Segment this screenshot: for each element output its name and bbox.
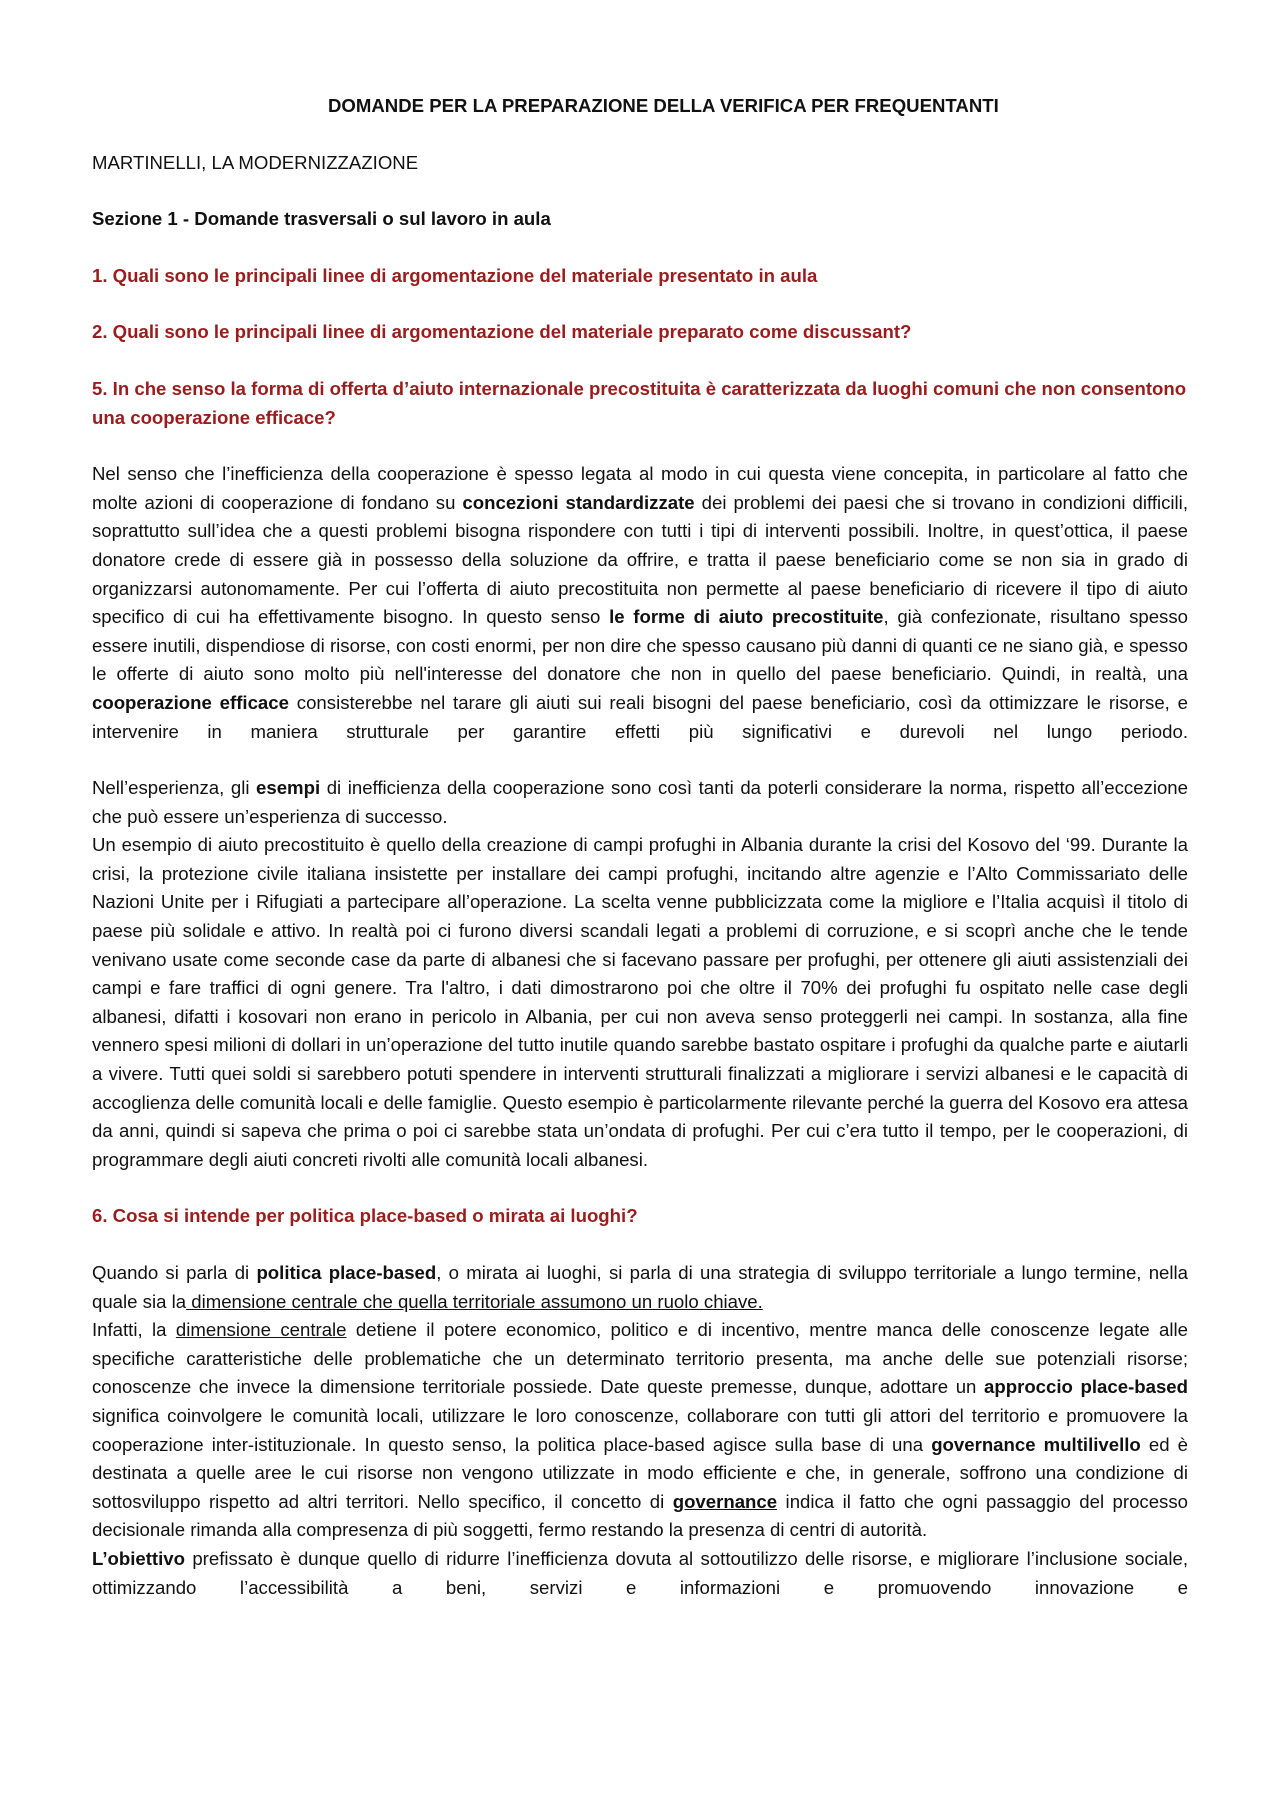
answer-6-paragraph-3	[92, 1545, 1188, 1602]
answer-5-paragraph-2	[92, 774, 1188, 831]
bold-term: le forme di aiuto precostituite	[609, 606, 884, 628]
bold-term: esempi	[256, 777, 321, 799]
text-run: dei problemi dei paesi che si trovano in condizioni difficili, soprattutto sull’idea che a questi problemi bisogna rispondere con tutti i tipi di interventi possibili. Inoltre, in quest’ottica, il paese donatore crede di essere già in possesso della soluzione da offrire, e tratta il paese beneficiario come se non sia in grado di organizzarsi autonomamente. Per cui l’offerta di aiuto precostituita non permette al paese beneficiario di ricevere il tipo di aiuto specifico di cui ha effettivamente bisogno. In questo senso	[92, 491, 1188, 628]
question-6: 6. Cosa si intende per politica place-based o mirata ai luoghi?	[92, 1205, 638, 1227]
answer-6-paragraph-2	[92, 1316, 1188, 1545]
question-1: 1. Quali sono le principali linee di argomentazione del materiale presentato in aula	[92, 264, 818, 286]
text-run: indica il fatto che ogni passaggio del processo decisionale rimanda alla compresenza di più soggetti, fermo restando la presenza di centri di autorità.	[92, 1490, 1188, 1541]
underlined-term: dimensione centrale	[175, 1319, 347, 1341]
answer-6-paragraph-1	[92, 1259, 1188, 1316]
text-run: significa coinvolgere le comunità locali, utilizzare le loro conoscenze, collaborare con tutti gli attori del territorio e promuovere la cooperazione inter-istituzionale. In questo senso, la politica place-based agisce sulla base di una	[92, 1404, 1188, 1455]
text-run: ed è destinata a quelle aree le cui risorse non vengono utilizzate in modo efficiente e che, in generale, soffrono una condizione di sottosviluppo rispetto ad altri territori. Nello specifico, il concetto di	[92, 1433, 1189, 1512]
bold-term: approccio place-based	[984, 1376, 1188, 1398]
question-5: 5. In che senso la forma di offerta d’aiuto internazionale precostituita è caratterizzata da luoghi comuni che non consentono una cooperazione efficace?	[92, 377, 1187, 428]
bold-term: L’obiettivo	[92, 1547, 185, 1569]
question-2: 2. Quali sono le principali linee di argomentazione del materiale preparato come discussant?	[92, 321, 912, 343]
bold-term: concezioni standardizzate	[462, 491, 695, 513]
bold-underlined-term	[673, 1491, 777, 1512]
governance-term: governance	[672, 1490, 778, 1512]
text-run: Infatti, la	[92, 1319, 176, 1341]
text-run: , già confezionate, risultano spesso essere inutili, dispendiose di risorse, con costi enormi, per non dire che spesso causano più danni di quanti ce ne siano già, e spesso le offerte di aiuto sono molto più nell'interesse del donatore che non in quello del paese beneficiario. Quindi, in realtà, una	[92, 606, 1188, 685]
section-heading: Sezione 1 - Domande trasversali o sul lavoro in aula	[92, 208, 551, 230]
text-run: Quando si parla di	[92, 1262, 257, 1283]
author-line: MARTINELLI, LA MODERNIZZAZIONE	[92, 151, 419, 173]
underlined-phrase: dimensione centrale che quella territoriale assumono un ruolo chiave.	[186, 1290, 763, 1312]
text-run: consisterebbe nel tarare gli aiuti sui reali bisogni del paese beneficiario, così da ottimizzare le risorse, e intervenire in maniera strutturale per garantire effetti più significativi e durevoli nel lungo periodo.	[92, 691, 1189, 742]
document-title: DOMANDE PER LA PREPARAZIONE DELLA VERIFICA PER FREQUENTANTI	[328, 95, 999, 116]
bold-term: politica place-based	[256, 1262, 437, 1283]
text-run: Nell’esperienza, gli	[92, 777, 257, 799]
text-run: detiene il potere economico, politico e di incentivo, mentre manca delle conoscenze legate alle specifiche caratteristiche delle problematiche che un determinato territorio presenta, ma anche delle sue potenziali risorse; conoscenze che invece la dimensione territoriale possiede. Date queste premesse, dunque, adottare un	[92, 1319, 1189, 1398]
text-run: Nel senso che l’inefficienza della cooperazione è spesso legata al modo in cui questa viene concepita, in particolare al fatto che molte azioni di cooperazione di fondano su	[92, 463, 1188, 513]
answer-5-paragraph-3: Un esempio di aiuto precostituito è quello della creazione di campi profughi in Albania durante la crisi del Kosovo del ‘99. Durante la crisi, la protezione civile italiana insistette per installare dei campi profughi, incitando altre agenzie e l’Alto Commissariato delle Nazioni Unite per i Rifugiati a partecipare all’operazione. La scelta venne pubblicizzata come la migliore e l’Italia acquisì il titolo di paese più solidale e attivo. In realtà poi ci furono diversi scandali legati a problemi di corruzione, e si scoprì anche che le tende venivano usate come seconde case da parte di albanesi che si facevano passare per profughi, per ottenere gli aiuti assistenziali dei campi e fare traffici di ogni genere. Tra l'altro, i dati dimostrarono poi che oltre il 70% dei profughi fu ospitato nelle case degli albanesi, difatti i kosovari non erano in pericolo in Albania, per cui non aveva senso proteggerli nei campi. In sostanza, alla fine vennero spesi milioni di dollari in un’operazione del tutto inutile quando sarebbe bastato ospitare i profughi da qualche parte e aiutarli a vivere. Tutti quei soldi si sarebbero potuti spendere in interventi strutturali finalizzati a migliorare i servizi albanesi e le capacità di accoglienza delle comunità locali e delle famiglie. Questo esempio è particolarmente rilevante perché la guerra del Kosovo era attesa da anni, quindi si sapeva che prima o poi ci sarebbe stata un’ondata di profughi. Per cui c’era tutto il tempo, per le cooperazioni, di programmare degli aiuti concreti rivolti alle comunità locali albanesi.	[92, 834, 1188, 1170]
bold-term: cooperazione efficace	[92, 691, 289, 713]
answer-5-paragraph-1	[92, 460, 1188, 746]
text-run: prefissato è dunque quello di ridurre l’inefficienza dovuta al sottoutilizzo delle risorse, e migliorare l’inclusione sociale, ottimizzando l’accessibilità a beni, servizi e informazioni e promuovendo innovazione e	[92, 1547, 1188, 1598]
text-run: , o mirata ai luoghi, si parla di una strategia di sviluppo territoriale a lungo termine, nella quale sia la	[92, 1262, 1189, 1312]
bold-term: governance multilivello	[931, 1433, 1141, 1455]
text-run: di inefficienza della cooperazione sono così tanti da poterli considerare la norma, rispetto all’eccezione che può essere un’esperienza di successo.	[92, 777, 1188, 827]
